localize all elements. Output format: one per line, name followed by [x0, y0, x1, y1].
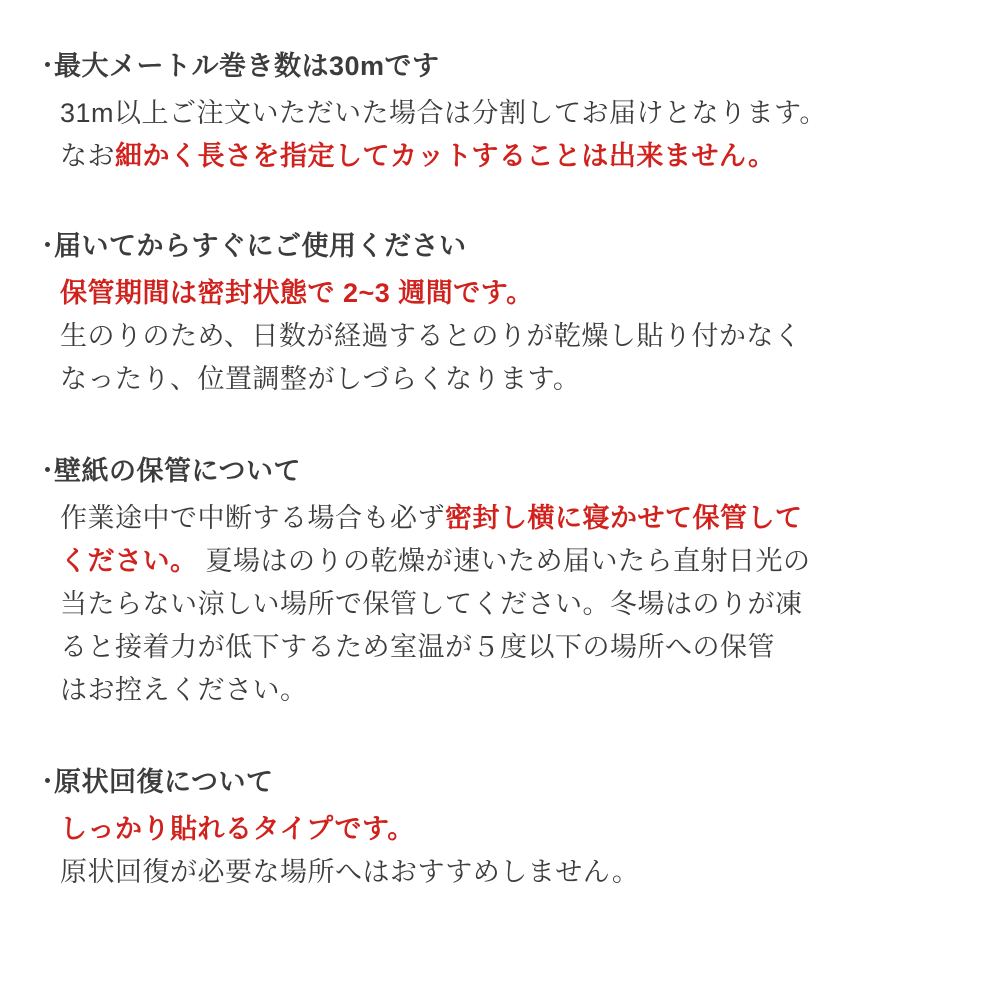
section-body — [28, 92, 978, 178]
section-body — [28, 272, 978, 401]
section-restoration — [28, 760, 978, 894]
bullet-icon: ・ — [34, 456, 61, 486]
text-segment-emphasis: 保管期間は密封状態で 2~3 週間です。 — [60, 278, 534, 308]
body-line — [60, 626, 978, 669]
body-line — [60, 358, 978, 401]
text-segment: 夏場はのりの乾燥が速いため届いたら直射日光の — [197, 546, 811, 576]
bullet-icon: ・ — [34, 51, 61, 81]
body-line — [60, 851, 978, 894]
bullet-icon: ・ — [34, 231, 61, 261]
section-heading-row — [28, 224, 978, 268]
body-line — [60, 135, 978, 178]
text-segment: 作業途中で中断する場合も必ず — [60, 503, 445, 533]
body-line — [60, 540, 978, 583]
body-line — [60, 92, 978, 135]
text-segment: ると接着力が低下するため室温が５度以下の場所への保管 — [60, 632, 775, 662]
section-heading-row — [28, 449, 978, 493]
text-segment: 当たらない涼しい場所で保管してください。冬場はのりが凍 — [60, 589, 803, 619]
text-segment-emphasis: しっかり貼れるタイプです。 — [60, 814, 415, 844]
body-line — [60, 497, 978, 540]
section-heading: 壁紙の保管について — [54, 456, 301, 486]
text-segment: はお控えください。 — [60, 675, 308, 705]
section-heading: 最大メートル巻き数は30mです — [54, 51, 440, 81]
section-heading-row — [28, 44, 978, 88]
bullet-icon: ・ — [34, 767, 61, 797]
section-max-meter — [28, 44, 978, 178]
section-heading: 届いてからすぐにご使用ください — [54, 231, 467, 261]
section-storage — [28, 449, 978, 712]
text-segment-emphasis: 細かく長さを指定してカットすることは出来ません。 — [115, 141, 776, 171]
text-segment-emphasis: 密封し横に寝かせて保管して — [445, 503, 803, 533]
text-segment: 原状回復が必要な場所へはおすすめしません。 — [60, 857, 640, 887]
text-segment-emphasis: ください。 — [60, 546, 198, 576]
section-body — [28, 808, 978, 894]
text-segment: 生のりのため、日数が経過するとのりが乾燥し貼り付かなく — [60, 321, 802, 351]
body-line — [60, 583, 978, 626]
section-use-immediately — [28, 224, 978, 401]
body-line — [60, 808, 978, 851]
text-segment: なお — [60, 141, 115, 171]
body-line — [60, 272, 978, 315]
section-heading-row — [28, 760, 978, 804]
text-segment: なったり、位置調整がしづらくなります。 — [60, 364, 581, 394]
body-line — [60, 315, 978, 358]
text-segment: 31m以上ご注文いただいた場合は分割してお届けとなります。 — [60, 98, 827, 128]
section-heading: 原状回復について — [54, 767, 274, 797]
body-line — [60, 669, 978, 712]
section-body — [28, 497, 978, 712]
